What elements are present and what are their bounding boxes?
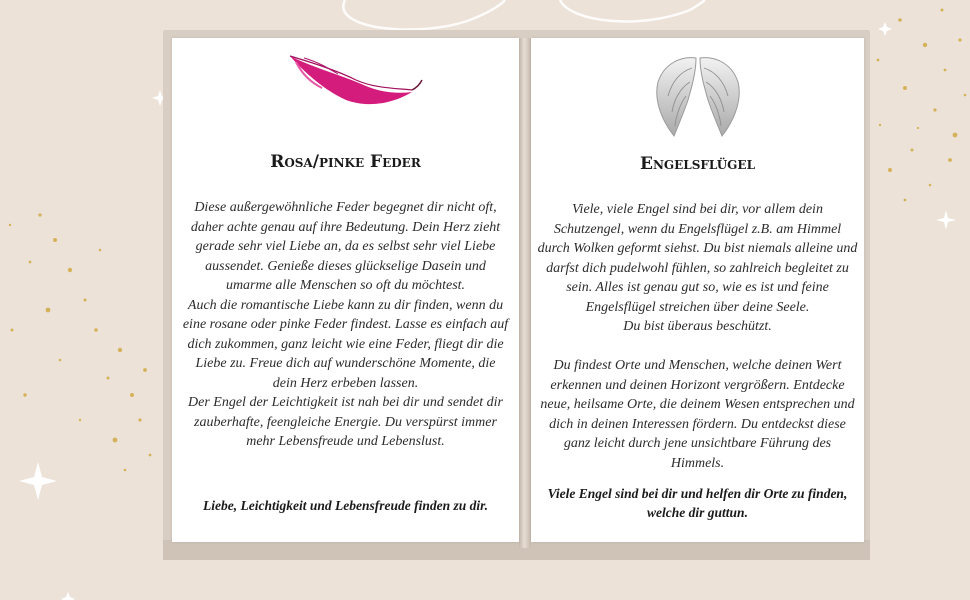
pink-feather-icon (284, 50, 426, 110)
page-text (172, 198, 519, 452)
paragraph: Auch die romantische Liebe kann zu dir finden, wenn du eine rosane oder pinke Feder findest. Lasse es einfach auf dich zukommen, ganz leicht wie eine Feder, fliegt dir die Liebe zu. Freue dich auf wunderschöne Momente, die dein Herz erbeben lassen. (182, 297, 509, 391)
paragraph: Viele, viele Engel sind bei dir, vor allem dein Schutzengel, wenn du Engelsflügel z.B. am Himmel durch Wolken geformt siehst. Du bist niemals alleine und darfst dich pudelwohl fühlen, so zahlreich begleitet zu sein. Alles ist genau gut so, wie es ist und feine Engelsflügel streichen über deine Seele. (537, 202, 858, 315)
page-title: Rosa/pinke Feder (270, 152, 421, 172)
page-motto: Liebe, Leichtigkeit und Lebensfreude finden zu dir. (203, 498, 488, 513)
paragraph: Du bist überaus beschützt. (623, 319, 772, 334)
left-page (172, 38, 519, 542)
paragraph: Der Engel der Leichtigkeit ist nah bei dir und sendet dir zauberhafte, feengleiche Energie. Du verspürst immer mehr Lebensfreude und Lebenslust. (188, 395, 503, 449)
page-motto: Viele Engel sind bei dir und helfen dir Orte zu finden, welche dir guttun. (547, 486, 848, 520)
angel-wings-icon (652, 50, 744, 142)
paragraph: Du findest Orte und Menschen, welche deinen Wert erkennen und deinen Horizont vergrößern. Entdecke neue, heilsame Orte, die deinem Wesen entsprechen und dich in deinen Interessen fördern. Du entdeckst diese ganz leicht durch jene unsichtbare Führung des Himmels. (540, 358, 855, 471)
book-gutter (519, 38, 531, 548)
page-title: Engelsflügel (639, 154, 756, 174)
page-text (531, 200, 864, 473)
paragraph: Diese außergewöhnliche Feder begegnet dir nicht oft, daher achte genau auf ihre Bedeutung. Dein Herz zieht gerade sehr viel Liebe an, da es selbst sehr viel Liebe aussendet. Genieße dieses glückselige Dasein und umarme alle Menschen so oft du möchtest. (190, 200, 501, 293)
right-page (531, 38, 864, 542)
book-edge (163, 540, 870, 560)
